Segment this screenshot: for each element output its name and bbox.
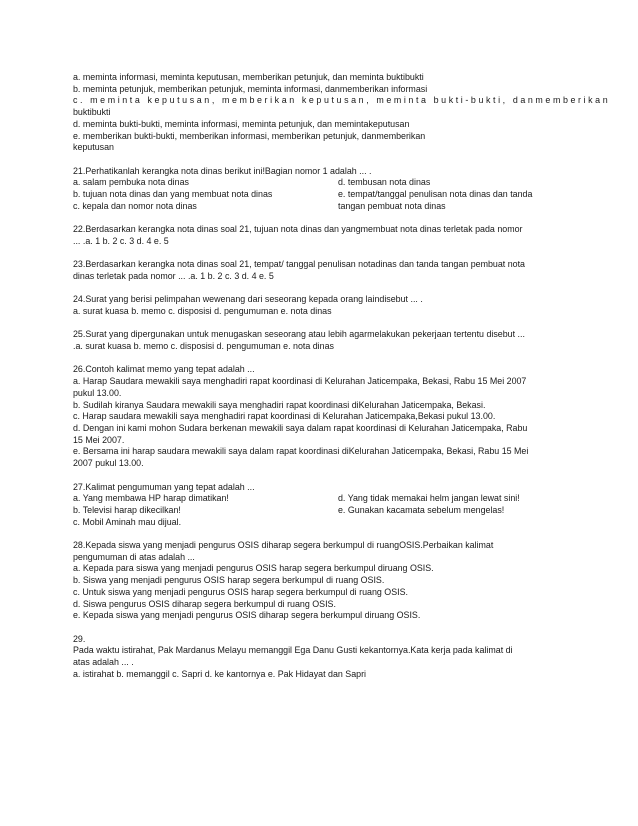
option-c: c. meminta keputusan, memberikan keputusan, meminta bukti-bukti, danmemberikan <box>73 95 611 106</box>
option-row <box>73 189 573 201</box>
option-row <box>73 177 573 189</box>
option-row <box>73 505 573 517</box>
option-c-continued: buktibukti <box>73 107 111 118</box>
question-24 <box>73 294 573 317</box>
option-e-continued: tangan pembuat nota dinas <box>338 200 446 211</box>
question-stem: 22.Berdasarkan kerangka nota dinas soal 21, tujuan nota dinas dan yangmembuat nota dinas terletak pada nomor <box>73 224 523 235</box>
question-stem: 26.Contoh kalimat memo yang tepat adalah ... <box>73 364 255 375</box>
question-options: a. istirahat b. memanggil c. Sapri d. ke kantornya e. Pak Hidayat dan Sapri <box>73 668 367 679</box>
option-d: d. meminta bukti-bukti, meminta informasi, meminta petunjuk, dan memintakeputusan <box>73 118 410 129</box>
option-d: d. Dengan ini kami mohon Sudara berkenan mewakili saya dalam rapat koordinasi di Kelurahan Jaticempaka, Rabu <box>73 423 528 433</box>
option-e: e. Kepada siswa yang menjadi pengurus OSIS diharap segera berkumpul diruang OSIS. <box>73 610 421 621</box>
option-e-continued: keputusan <box>73 142 114 153</box>
document-page <box>73 72 611 680</box>
question-stem-continued: pengumuman di atas adalah ... <box>73 551 195 562</box>
option-a: a. Harap Saudara mewakili saya menghadiri rapat koordinasi di Kelurahan Jaticempaka, Bekasi, Rabu 15 Mei 2007 <box>73 376 527 387</box>
option-b: b. tujuan nota dinas dan yang membuat nota dinas <box>73 189 273 200</box>
question-stem: 23.Berdasarkan kerangka nota dinas soal 21, tempat/ tanggal penulisan notadinas dan tanda tangan pembuat nota <box>73 259 525 270</box>
question-22 <box>73 224 573 247</box>
option-d: d. Siswa pengurus OSIS diharap segera berkumpul di ruang OSIS. <box>73 598 336 609</box>
question-stem-continued: atas adalah ... . <box>73 657 134 668</box>
question-stem: 27.Kalimat pengumuman yang tepat adalah ... <box>73 481 255 492</box>
question-stem: 25.Surat yang dipergunakan untuk menugaskan seseorang atau lebih agarmelakukan pekerjaan tertentu disebut ... <box>73 329 525 340</box>
option-c: c. kepala dan nomor nota dinas <box>73 200 197 211</box>
option-d: d. Yang tidak memakai helm jangan lewat sini! <box>338 493 520 504</box>
option-e: e. Bersama ini harap saudara mewakili saya dalam rapat koordinasi diKelurahan Jaticempaka, Bekasi, Rabu 15 Mei <box>73 446 529 457</box>
option-c: c. Mobil Aminah mau dijual. <box>73 516 182 527</box>
question-options: .a. surat kuasa b. memo c. disposisi d. pengumuman e. nota dinas <box>73 341 334 352</box>
option-a: a. Yang membawa HP harap dimatikan! <box>73 493 229 504</box>
option-c: c. Untuk siswa yang menjadi pengurus OSIS harap segera berkumpul di ruang OSIS. <box>73 586 408 597</box>
option-a-continued: pukul 13.00. <box>73 387 122 398</box>
option-row <box>73 493 573 505</box>
option-c: c. Harap saudara mewakili saya menghadiri rapat koordinasi di Kelurahan Jaticempaka,Bekasi pukul 13.00. <box>73 411 496 422</box>
option-e: e. memberikan bukti-bukti, memberikan informasi, memberikan petunjuk, danmemberikan <box>73 130 426 141</box>
question-stem: 24.Surat yang berisi pelimpahan wewenang dari seseorang kepada orang laindisebut ... . <box>73 294 423 305</box>
option-e-continued: 2007 pukul 13.00. <box>73 458 144 469</box>
option-b: b. meminta petunjuk, memberikan petunjuk, meminta informasi, danmemberikan informasi <box>73 83 428 94</box>
option-b: b. Siswa yang menjadi pengurus OSIS harap segera berkumpul di ruang OSIS. <box>73 575 385 586</box>
question-options: ... .a. 1 b. 2 c. 3 d. 4 e. 5 <box>73 235 169 246</box>
question-options: a. surat kuasa b. memo c. disposisi d. pengumuman e. nota dinas <box>73 306 332 316</box>
question-28 <box>73 540 573 622</box>
option-e: e. Gunakan kacamata sebelum mengelas! <box>338 504 505 515</box>
question-27 <box>73 482 573 529</box>
question-29 <box>73 634 573 681</box>
question-stem: 21.Perhatikanlah kerangka nota dinas berikut ini!Bagian nomor 1 adalah ... . <box>73 165 372 176</box>
option-d: d. tembusan nota dinas <box>338 177 431 188</box>
option-a: a. Kepada para siswa yang menjadi pengurus OSIS harap segera berkumpul diruang OSIS. <box>73 563 434 574</box>
options-block <box>73 72 611 154</box>
option-d-continued: 15 Mei 2007. <box>73 434 125 445</box>
question-stem: Pada waktu istirahat, Pak Mardanus Melayu memanggil Ega Danu Gusti kekantornya.Kata kerja pada kalimat di <box>73 645 513 656</box>
question-23 <box>73 259 573 282</box>
question-26 <box>73 364 573 469</box>
question-options: dinas terletak pada nomor ... .a. 1 b. 2 c. 3 d. 4 e. 5 <box>73 270 274 281</box>
question-21 <box>73 166 573 213</box>
question-stem: 28.Kepada siswa yang menjadi pengurus OSIS diharap segera berkumpul di ruangOSIS.Perbaikan kalimat <box>73 540 494 550</box>
question-25 <box>73 329 573 352</box>
option-a: a. meminta informasi, meminta keputusan, memberikan petunjuk, dan meminta buktibukti <box>73 72 424 82</box>
option-b: b. Sudilah kiranya Saudara mewakili saya menghadiri rapat koordinasi diKelurahan Jaticempaka, Bekasi. <box>73 399 486 410</box>
option-b: b. Televisi harap dikecilkan! <box>73 504 181 515</box>
question-number: 29. <box>73 633 86 644</box>
option-row <box>73 201 573 213</box>
option-e: e. tempat/tanggal penulisan nota dinas dan tanda <box>338 189 533 200</box>
option-a: a. salam pembuka nota dinas <box>73 177 189 188</box>
